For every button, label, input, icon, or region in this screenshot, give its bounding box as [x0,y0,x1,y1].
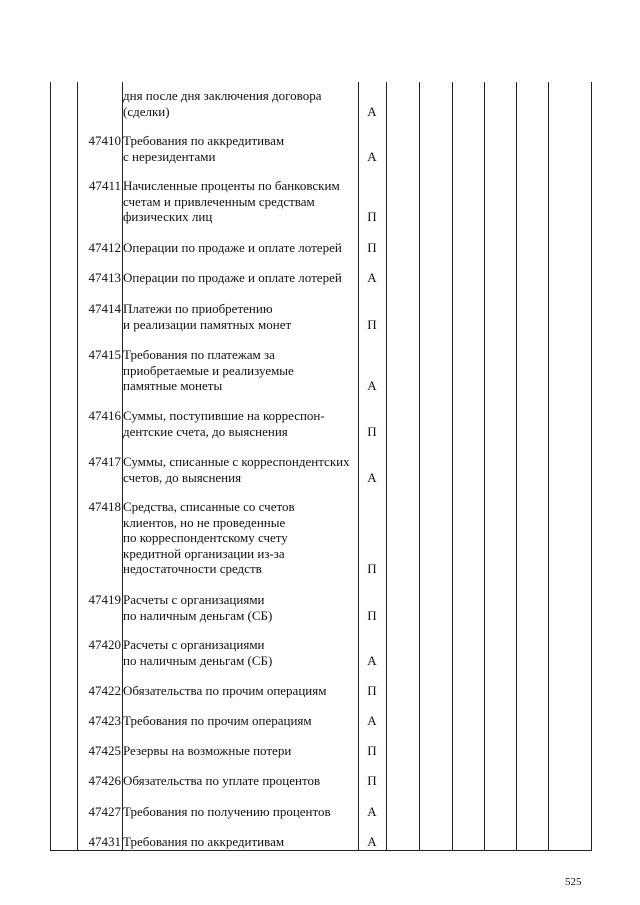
account-code: 47422 [88,683,121,698]
account-description: Требования по аккредитивам [123,834,285,849]
account-type: П [367,316,377,332]
column-rule [386,82,387,850]
column-rule [419,82,420,850]
account-description: Операции по продаже и оплате лотерей [123,270,342,285]
account-code: 47417 [88,454,121,469]
account-type: А [367,834,377,849]
account-type: П [367,683,377,698]
account-description: Платежи по приобретению и реализации памятных монет [123,301,292,332]
column-rule [358,82,359,850]
account-code: 47431 [88,834,121,849]
account-code: 47413 [88,270,121,285]
account-type: П [367,743,377,758]
account-type: А [367,652,377,668]
account-type: П [367,240,377,255]
account-description: Расчеты с организациями по наличным деньгам (СБ) [123,592,273,623]
account-description: Требования по аккредитивам с нерезидентами [123,133,285,164]
column-rule [548,82,549,850]
account-code: 47427 [88,804,121,819]
account-description: Требования по прочим операциям [123,713,312,728]
account-type: А [367,469,377,485]
account-description: Требования по платежам за приобретаемые и реализуемые памятные монеты [123,347,294,393]
column-rule [484,82,485,850]
account-code: 47411 [88,178,121,193]
account-code: 47426 [88,773,121,788]
account-code: 47410 [88,133,121,148]
account-code: 47415 [88,347,121,362]
account-description: Обязательства по уплате процентов [123,773,321,788]
account-description: Суммы, списанные с корреспондентских счетов, до выяснения [123,454,350,485]
account-description: Средства, списанные со счетов клиентов, но не проведенные по корреспондентскому счету кредитной организации из-за недостаточности средств [123,499,295,576]
account-description: дня после дня заключения договора (сделки) [123,88,322,119]
account-description: Обязательства по прочим операциям [123,683,327,698]
account-type: А [367,713,377,728]
account-type: П [367,209,377,224]
account-type: А [367,378,377,393]
account-type: П [367,773,377,788]
account-type: А [367,103,377,119]
page-number: 525 [565,876,582,888]
account-type: П [367,561,377,576]
account-code: 47420 [88,637,121,652]
account-type: А [367,804,377,819]
account-description: Суммы, поступившие на корреспон- дентские счета, до выяснения [123,408,325,439]
account-type: А [367,148,377,164]
account-type: А [367,270,377,285]
account-code: 47416 [88,408,121,423]
column-rule [516,82,517,850]
account-description: Расчеты с организациями по наличным деньгам (СБ) [123,637,273,668]
account-code: 47412 [88,240,121,255]
account-code: 47414 [88,301,121,316]
account-description: Операции по продаже и оплате лотерей [123,240,342,255]
account-code: 47419 [88,592,121,607]
account-code: 47423 [88,713,121,728]
column-rule [452,82,453,850]
column-rule [591,82,592,850]
account-type: П [367,607,377,623]
bottom-rule [50,850,592,851]
column-rule [50,82,51,850]
account-type: П [367,423,377,439]
account-description: Начисленные проценты по банковским счетам и привлеченным средствам физических лиц [123,178,340,224]
column-rule [77,82,78,850]
account-description: Резервы на возможные потери [123,743,292,758]
account-description: Требования по получению процентов [123,804,331,819]
account-code: 47425 [88,743,121,758]
account-code: 47418 [88,499,121,514]
